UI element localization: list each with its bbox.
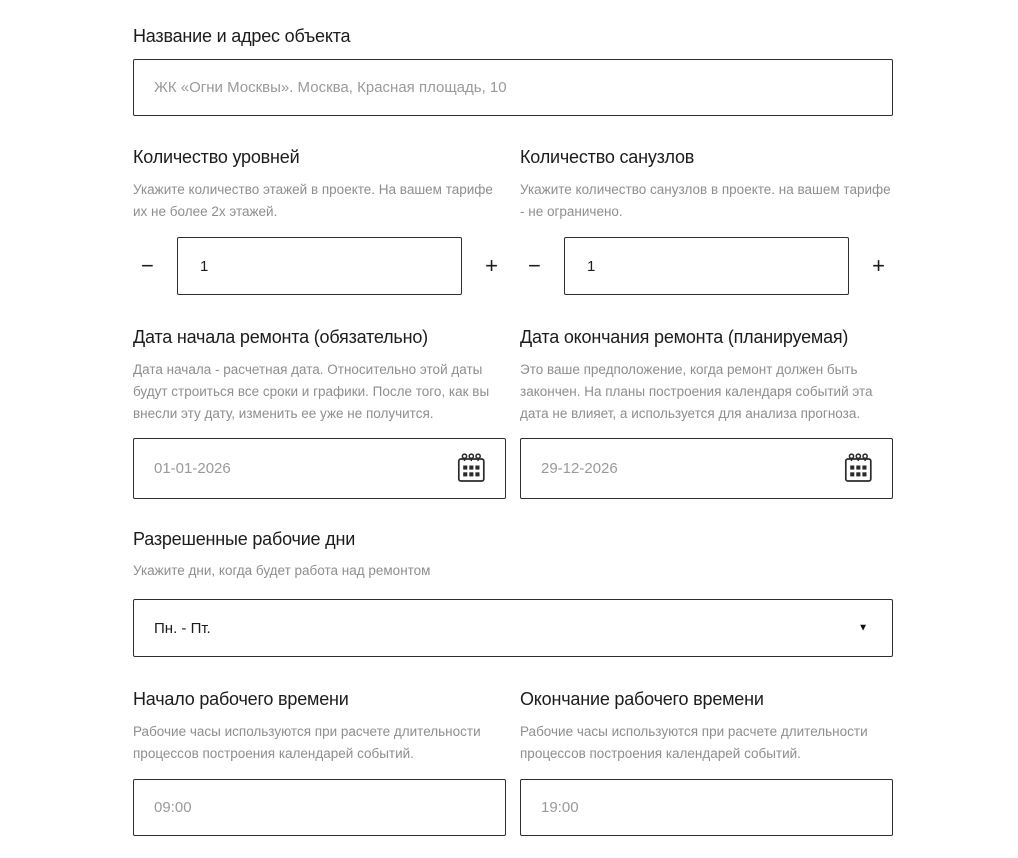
work-start-time-input[interactable] — [133, 779, 506, 836]
start-date-label: Дата начала ремонта (обязательно) — [133, 327, 428, 347]
object-field-group — [133, 26, 893, 116]
start-date-field — [133, 438, 506, 499]
end-date-field — [520, 438, 893, 499]
calendar-icon — [843, 452, 873, 483]
object-name-input[interactable] — [133, 59, 893, 116]
bathrooms-label: Количество санузлов — [520, 147, 695, 167]
working-days-label: Разрешенные рабочие дни — [133, 529, 356, 549]
plus-icon: + — [485, 253, 498, 278]
minus-icon: − — [141, 253, 154, 278]
work-end-label: Окончание рабочего времени — [520, 689, 764, 709]
work-start-description: Рабочие часы используются при расчете длительности процессов построения календарей событий. — [133, 724, 481, 761]
levels-field-group — [133, 147, 506, 295]
working-days-description: Укажите дни, когда будет работа над ремонтом — [133, 563, 431, 578]
levels-increment-button[interactable] — [462, 237, 506, 295]
bathrooms-count-input[interactable] — [564, 237, 849, 295]
bathrooms-decrement-button[interactable] — [520, 237, 564, 295]
work-end-description: Рабочие часы используются при расчете длительности процессов построения календарей событий. — [520, 724, 868, 761]
end-date-calendar-button[interactable] — [841, 451, 875, 487]
project-settings-form — [133, 0, 893, 836]
start-date-description: Дата начала - расчетная дата. Относительно этой даты будут строиться все сроки и графики. После того, как вы внесли эту дату, изменить ее уже не получится. — [133, 362, 490, 421]
working-days-field-group — [133, 529, 893, 657]
minus-icon: − — [528, 253, 541, 278]
chevron-down-icon: ▼ — [858, 622, 868, 634]
calendar-icon — [456, 452, 486, 483]
levels-stepper — [133, 237, 506, 295]
work-end-time-input[interactable] — [520, 779, 893, 836]
bathrooms-stepper — [520, 237, 893, 295]
start-date-input[interactable] — [133, 438, 506, 499]
dates-row — [133, 327, 893, 499]
levels-label: Количество уровней — [133, 147, 300, 167]
work-start-field-group — [133, 689, 506, 836]
bathrooms-description: Укажите количество санузлов в проекте. на вашем тарифе - не ограничено. — [520, 182, 891, 219]
working-hours-row — [133, 689, 893, 836]
plus-icon: + — [872, 253, 885, 278]
start-date-calendar-button[interactable] — [454, 451, 488, 487]
work-end-field-group — [520, 689, 893, 836]
start-date-field-group — [133, 327, 506, 499]
levels-count-input[interactable] — [177, 237, 462, 295]
levels-decrement-button[interactable] — [133, 237, 177, 295]
object-field-label: Название и адрес объекта — [133, 26, 351, 46]
end-date-label: Дата окончания ремонта (планируемая) — [520, 327, 849, 347]
counters-row — [133, 147, 893, 295]
bathrooms-field-group — [520, 147, 893, 295]
working-days-selected-value: Пн. - Пт. — [154, 619, 211, 637]
end-date-field-group — [520, 327, 893, 499]
bathrooms-increment-button[interactable] — [849, 237, 893, 295]
end-date-input[interactable] — [520, 438, 893, 499]
working-days-select[interactable] — [133, 599, 893, 657]
work-start-label: Начало рабочего времени — [133, 689, 349, 709]
levels-description: Укажите количество этажей в проекте. На вашем тарифе их не более 2х этажей. — [133, 182, 493, 219]
end-date-description: Это ваше предположение, когда ремонт должен быть закончен. На планы построения календаря событий эта дата не влияет, а используется для анализа прогноза. — [520, 362, 873, 421]
